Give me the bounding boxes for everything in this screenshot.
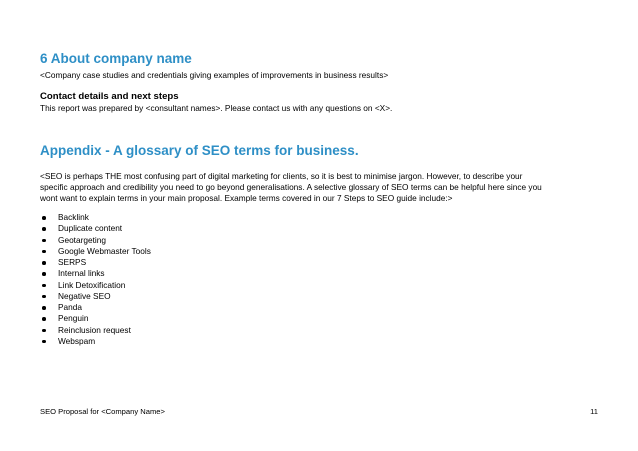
bullet-icon — [42, 261, 46, 265]
bullet-icon — [42, 250, 46, 254]
glossary-term-item — [40, 313, 151, 324]
bullet-icon — [42, 272, 46, 276]
bullet-icon — [42, 295, 46, 299]
bullet-icon — [42, 329, 46, 333]
bullet-icon — [42, 284, 46, 288]
bullet-icon — [42, 227, 46, 231]
glossary-term-label: Geotargeting — [58, 234, 106, 245]
glossary-term-item — [40, 336, 151, 347]
glossary-term-item — [40, 280, 151, 291]
footer-page-number: 11 — [590, 407, 598, 416]
footer-document-title: SEO Proposal for <Company Name> — [40, 407, 165, 416]
glossary-term-label: Reinclusion request — [58, 324, 131, 335]
bullet-icon — [42, 306, 46, 310]
glossary-term-item — [40, 235, 151, 246]
glossary-term-label: Internal links — [58, 268, 105, 279]
section-body-text: <Company case studies and credentials giving examples of improvements in business results> — [40, 70, 389, 80]
glossary-term-list — [40, 212, 151, 347]
glossary-term-label: Webspam — [58, 335, 96, 346]
appendix-intro-line: specific approach and credibility you need to go beyond generalisations. A selective glossary of SEO terms can be helpful here since you — [40, 182, 542, 192]
glossary-term-label: Backlink — [58, 212, 89, 222]
contact-heading: Contact details and next steps — [40, 91, 179, 102]
section-heading: 6 About company name — [40, 51, 192, 66]
glossary-term-item — [40, 257, 151, 268]
contact-body-text: This report was prepared by <consultant names>. Please contact us with any questions on <X>. — [40, 103, 393, 113]
glossary-term-item — [40, 246, 151, 257]
bullet-icon — [42, 239, 46, 243]
glossary-term-item — [40, 302, 151, 313]
appendix-intro-paragraph — [40, 171, 605, 204]
glossary-term-label: SERPS — [58, 257, 87, 267]
glossary-term-item — [40, 325, 151, 336]
glossary-term-item — [40, 291, 151, 302]
appendix-intro-line: <SEO is perhaps THE most confusing part of digital marketing for clients, so it is best to minimise jargon. However, to describe your — [40, 171, 523, 181]
glossary-term-label: Duplicate content — [58, 223, 123, 234]
appendix-intro-line: wont want to explain terms in your main proposal. Example terms covered in our 7 Steps to SEO guide include:> — [40, 193, 453, 203]
glossary-term-item — [40, 223, 151, 234]
glossary-term-label: Link Detoxification — [58, 279, 126, 290]
bullet-icon — [42, 216, 46, 220]
glossary-term-label: Google Webmaster Tools — [58, 245, 151, 256]
bullet-icon — [42, 317, 46, 321]
glossary-term-label: Penguin — [58, 313, 89, 324]
glossary-term-item — [40, 212, 151, 223]
glossary-term-label: Panda — [58, 302, 82, 312]
appendix-heading: Appendix - A glossary of SEO terms for business. — [40, 143, 359, 158]
glossary-term-label: Negative SEO — [58, 290, 111, 301]
glossary-term-item — [40, 268, 151, 279]
bullet-icon — [42, 340, 46, 344]
